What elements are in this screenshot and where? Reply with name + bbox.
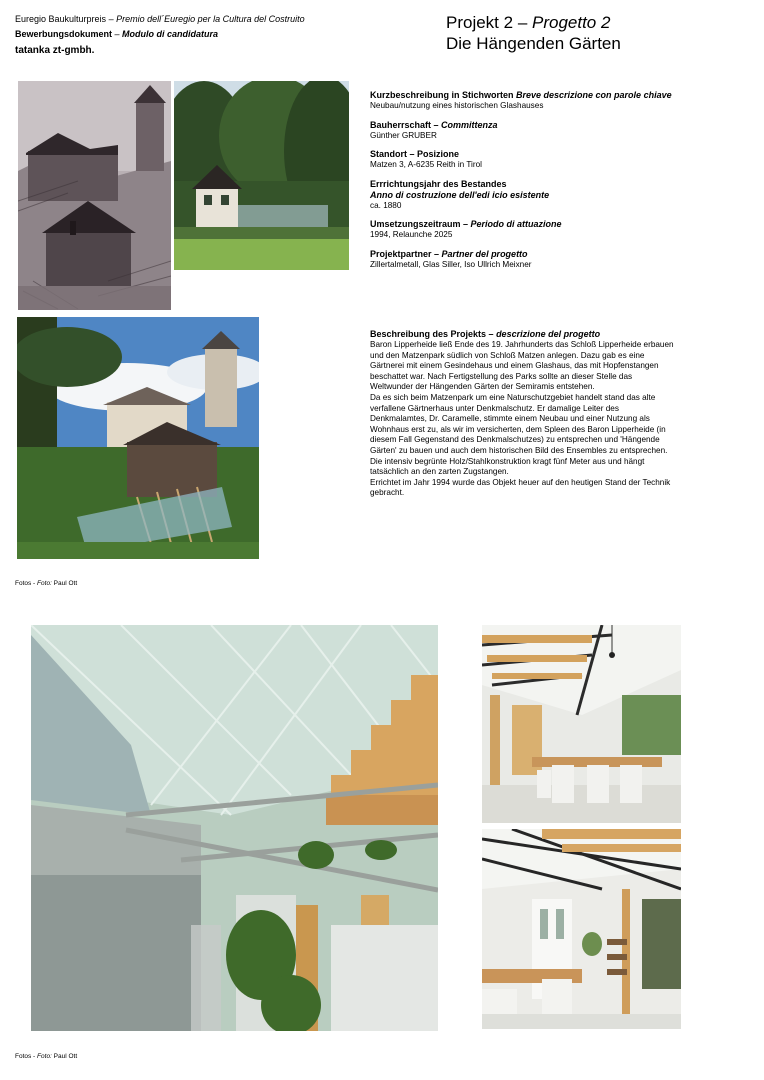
document-type-line: Bewerbungsdokument – Modulo di candidatura xyxy=(15,29,219,39)
short-description-block: Kurzbeschreibung in Stichworten Breve descrizione con parole chiave Neubau/nutzung eines historischen Glashauses xyxy=(370,90,710,112)
project-description: Beschreibung des Projekts – descrizione del progetto Baron Lipperheide ließ Ende des 19. Jahrhunderts das Schloß Lipperheide erbauen und den Matzenpark südlich von Schloß Matzen anlegen. Dazu gab es eine Gärtnerei mit einem Gesindehaus und einem Glashaus, das mit Hopfenstangen beschattet war. Nach Fertigstellung des Parks sollte an dieser Stelle das Weltwunder der Hängenden Gärten der Semiramis entstehen. Da es sich beim Matzenpark um eine Naturschutzgebiet handelt stand das alte verfallene Gärtnerhaus unter Denkmalschutz. Er damalige Leiter des Denkmalamtes, Dr. Caramelle, stimmte einem Neubau und einer Nutzung als Wohnhaus erst zu, als wir im versicherten, dem Spleen des Baron Lipperheide (in diesem Fall Gegenstand des Denkmalschutzes) zu entsprechen und 'Hängende Gärten' zu bauen und auch dem historischen Bild des Ensembles zu entsprechen. Die intensiv begrünte Holz/Stahlkonstruktion kragt fünf Meter aus und hängt tatsächlich an den zarten Zugstangen. Errichtet im Jahr 1994 wurde das Objekt heuer auf den heutigen Stand der Technik gebracht. xyxy=(370,329,715,499)
historic-etching-photo xyxy=(18,81,171,310)
castle-glasshouse-photo xyxy=(17,317,259,559)
location-block: Standort – Posizione Matzen 3, A-6235 Reith in Tirol xyxy=(370,149,710,171)
glass-roof-interior-photo xyxy=(31,625,438,1031)
year-built-value: ca. 1880 xyxy=(370,200,402,210)
period-value: 1994, Relaunche 2025 xyxy=(370,230,453,239)
period-block: Umsetzungszeitraum – Periodo di attuazione 1994, Relaunche 2025 xyxy=(370,219,710,241)
firm-name: tatanka zt-gmbh. xyxy=(15,45,95,56)
interior-entrance-photo xyxy=(482,829,681,1029)
villa-park-photo xyxy=(174,81,349,270)
competition-name-de: Euregio Baukulturpreis xyxy=(15,14,107,24)
photo-credit-top: Fotos - Foto: Paul Ott xyxy=(15,580,78,587)
year-built-block: Errrichtungsjahr des Bestandes Anno di costruzione dell'edi icio esistente ca. 1880 xyxy=(370,179,710,212)
partners-block: Projektpartner – Partner del progetto Zillertalmetall, Glas Siller, Iso Ullrich Meixner xyxy=(370,249,710,271)
competition-name-it: Premio dell´Euregio per la Cultura del Costruito xyxy=(116,14,305,24)
photo-credit-bottom: Fotos - Foto: Paul Ott xyxy=(15,1053,78,1060)
project-info xyxy=(370,90,710,278)
project-heading xyxy=(446,12,621,54)
document-header xyxy=(15,12,305,58)
client-block: Bauherrschaft – Committenza Günther GRUBER xyxy=(370,120,710,142)
document-type-it: Modulo di candidatura xyxy=(122,29,219,39)
competition-line: Euregio Baukulturpreis – Premio dell´Euregio per la Cultura del Costruito xyxy=(15,14,305,24)
dining-room-photo xyxy=(482,625,681,823)
project-title: Die Hängenden Gärten xyxy=(446,34,621,53)
short-description-value: Neubau/nutzung eines historischen Glashauses xyxy=(370,101,544,110)
document-type-de: Bewerbungsdokument xyxy=(15,29,113,39)
client-value: Günther GRUBER xyxy=(370,130,437,140)
project-description-text: Baron Lipperheide ließ Ende des 19. Jahrhunderts das Schloß Lipperheide erbauen und den Matzenpark südlich von Schloß Matzen anlegen. Dazu gab es eine Gärtnerei mit einem Gesindehaus und einem Glashaus, das mit Hopfenstangen beschattet war. Nach Fertigstellung des Parks sollte an dieser Stelle das Weltwunder der Hängenden Gärten der Semiramis entstehen. Da es sich beim Matzenpark um eine Naturschutzgebiet handelt stand das alte verfallene Gärtnerhaus unter Denkmalschutz. Er damalige Leiter des Denkmalamtes, Dr. Caramelle, stimmte einem Neubau und einer Nutzung als Wohnhaus erst zu, als wir im versicherten, dem Spleen des Baron Lipperheide (in diesem Fall Gegenstand des Denkmalschutzes) zu entsprechen und 'Hängende Gärten' zu bauen und auch dem historischen Bild des Ensembles zu entsprechen. Die intensiv begrünte Holz/Stahlkonstruktion kragt fünf Meter aus und hängt tatsächlich an den zarten Zugstangen. Errichtet im Jahr 1994 wurde das Objekt heuer auf den heutigen Stand der Technik gebracht. xyxy=(370,340,674,498)
project-number: Projekt 2 – Progetto 2 xyxy=(446,13,611,32)
partners-value: Zillertalmetall, Glas Siller, Iso Ullrich Meixner xyxy=(370,259,532,269)
location-value: Matzen 3, A-6235 Reith in Tirol xyxy=(370,160,482,169)
